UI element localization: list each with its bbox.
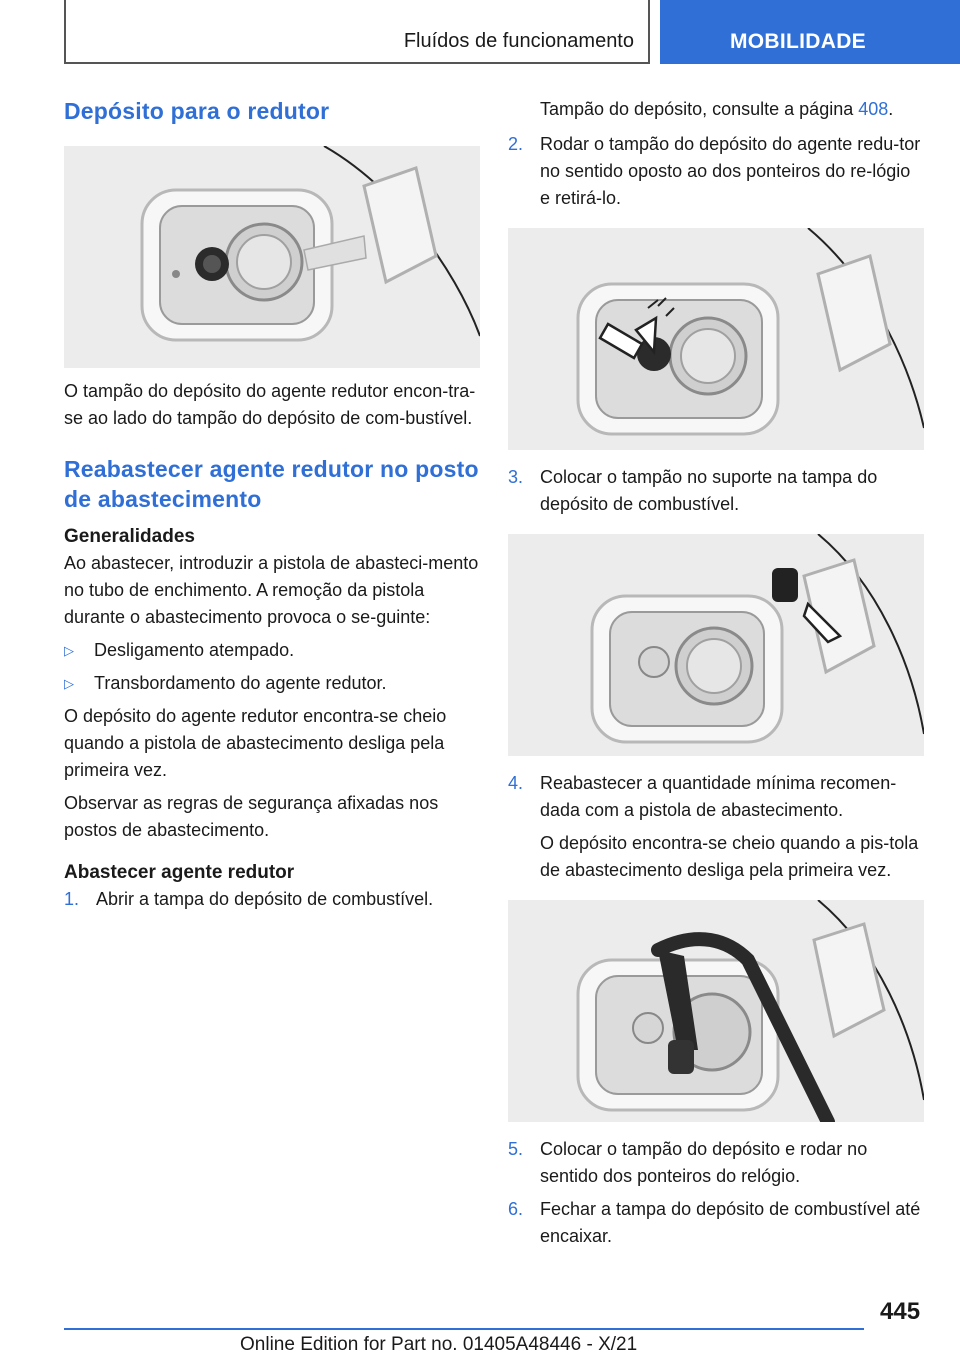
right-column xyxy=(508,96,924,1250)
step-text: Abrir a tampa do depósito de combustível. xyxy=(96,889,434,909)
chapter-tab[interactable] xyxy=(660,0,960,64)
list-item xyxy=(64,637,480,664)
step-1 xyxy=(64,886,480,913)
fuel-flap-illustration xyxy=(64,146,480,368)
triangle-bullet-icon: ▷ xyxy=(64,676,74,691)
step-number: 2. xyxy=(508,134,524,154)
list-item xyxy=(64,670,480,697)
page-number: 445 xyxy=(880,1298,921,1325)
triangle-bullet-icon: ▷ xyxy=(64,643,74,658)
step-text: Colocar o tampão no suporte na tampa do depósito de combustível. xyxy=(540,467,878,514)
step-4-note: O depósito encontra-se cheio quando a pis-tola de abastecimento desliga pela primeira vez. xyxy=(540,833,919,880)
header-section-title: Fluídos de funcionamento xyxy=(403,30,634,52)
step-5 xyxy=(508,1136,924,1190)
unscrew-cap-illustration xyxy=(508,228,924,450)
step-text: Colocar o tampão do depósito e rodar no sentido dos ponteiros do relógio. xyxy=(540,1139,868,1186)
step-text: Reabastecer a quantidade mínima recomen-dada com a pistola de abastecimento. xyxy=(540,773,897,820)
step-2 xyxy=(508,131,924,212)
footer-divider xyxy=(64,1328,864,1330)
step-text: Fechar a tampa do depósito de combustível até encaixar. xyxy=(540,1199,921,1246)
cap-holder-illustration xyxy=(508,534,924,756)
step-6 xyxy=(508,1196,924,1250)
footer-edition: Online Edition for Part no. 01405A48446 - X/21 xyxy=(240,1334,638,1355)
refuel-nozzle-illustration xyxy=(508,900,924,1122)
bullet-text: Desligamento atempado. xyxy=(94,640,295,660)
step-number: 3. xyxy=(508,467,524,487)
paragraph-safety: Observar as regras de segurança afixadas nos postos de abastecimento. xyxy=(64,793,439,840)
step-3 xyxy=(508,464,924,518)
paragraph-general: Ao abastecer, introduzir a pistola de abasteci-mento no tubo de enchimento. A remoção da pistola durante o abastecimento provoca o se-guinte: xyxy=(64,553,479,627)
page-reference-link[interactable]: 408 xyxy=(858,99,889,119)
section-heading-refuel-station: Reabastecer agente redutor no posto de abastecimento xyxy=(64,456,479,512)
step-text: Rodar o tampão do depósito do agente redu-tor no sentido oposto ao dos ponteiros do re-lógio e retirá-lo. xyxy=(540,134,921,208)
left-column xyxy=(64,96,480,913)
subheading-fill-reductant: Abastecer agente redutor xyxy=(64,862,295,883)
step-4 xyxy=(508,770,924,824)
subheading-general: Generalidades xyxy=(64,526,195,547)
figure-refuel-nozzle xyxy=(508,900,924,1122)
figure-reductant-cap xyxy=(64,146,480,368)
paragraph-cap-location: O tampão do depósito do agente redutor encon-tra-se ao lado do tampão do depósito de com-bustível. xyxy=(64,381,476,428)
figure-unscrew-cap xyxy=(508,228,924,450)
section-heading-reductant-tank: Depósito para o redutor xyxy=(64,98,330,124)
step-number: 5. xyxy=(508,1139,524,1159)
step-number: 6. xyxy=(508,1199,524,1219)
figure-cap-holder xyxy=(508,534,924,756)
step-number: 4. xyxy=(508,773,524,793)
paragraph-tank-full: O depósito do agente redutor encontra-se cheio quando a pistola de abastecimento desliga pela primeira vez. xyxy=(64,706,447,780)
chapter-tab-label: MOBILIDADE xyxy=(730,30,866,53)
step-1-continuation: Tampão do depósito, consulte a página 408. xyxy=(540,99,894,119)
running-header xyxy=(64,0,650,64)
bullet-text: Transbordamento do agente redutor. xyxy=(94,673,387,693)
step-number: 1. xyxy=(64,889,80,909)
